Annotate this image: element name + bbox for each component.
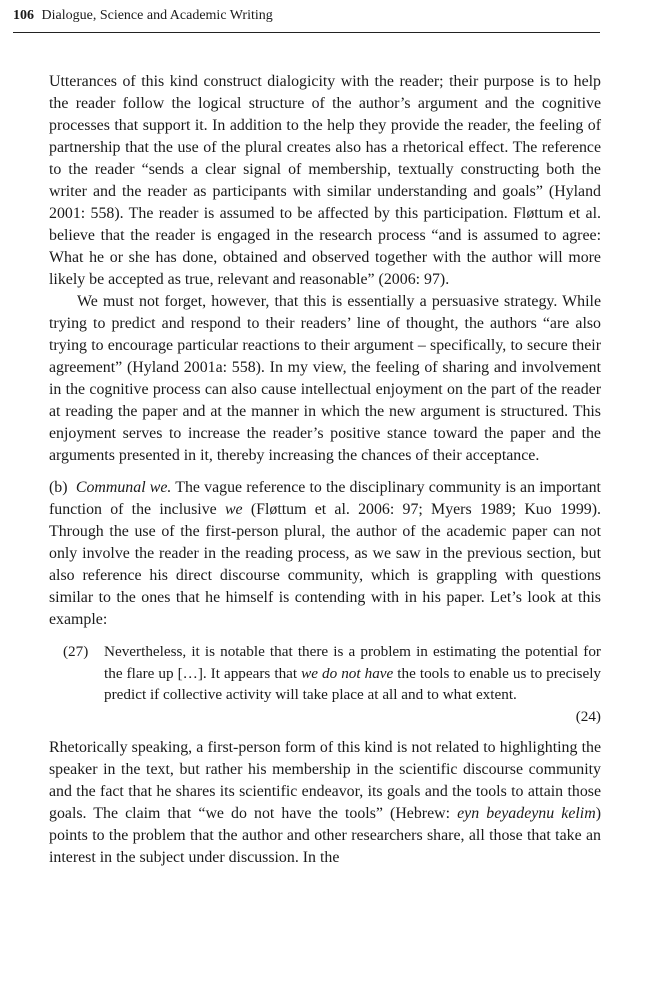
paragraph-persuasive-strategy: We must not forget, however, that this is essentially a persuasive strategy. While trying to predict and respond to their readers’ line of thought, the authors “are also trying to encourage particular reactions to their argument – specifically, to secure their agreement” (Hyland 2001a: 558). In my view, the feeling of sharing and involvement in the cognitive process can also cause intellectual enjoyment on the part of the reader at reading the paper and at the manner in which the new argument is structured. This enjoyment serves to increase the reader’s positive stance toward the paper and the arguments presented in it, thereby increasing the chances of their acceptance.	[49, 293, 601, 464]
example-27	[49, 641, 601, 727]
paragraph-text: (Fløttum et al. 2006: 97; Myers 1989; Kuo 1999). Through the use of the first-person plural, the author of the academic paper can not only involve the reader in the reading process, as we saw in the previous section, but also reference his direct discourse community, which is grappling with questions similar to the ones that he himself is contending with in his paper. Let’s look at this example:	[49, 501, 601, 628]
italic-we: we	[224, 501, 243, 518]
example-text-part: the tools to enable us to precisely predict if collective activity will take place at all and to what extent.	[104, 664, 602, 703]
example-text	[104, 641, 601, 706]
section-term: Communal we.	[75, 479, 172, 496]
example-number: (27)	[63, 643, 89, 660]
example-emphasis: we do not have	[301, 664, 394, 682]
paragraph-text: ) points to the problem that the author and other researchers share, all those that take an interest in the subject under discussion. In the	[49, 805, 601, 866]
paragraph-text: Rhetorically speaking, a first-person form of this kind is not related to highlighting the speaker in the text, but rather his membership in the scientific discourse community and the fact that he shares its scientific endeavor, its goals and the tools to attain those goals. The claim that “we do not have the tools” (Hebrew:	[49, 739, 601, 822]
paragraph-text: The vague reference to the disciplinary community is an important function of the inclusive	[49, 479, 601, 518]
section-label: (b)	[49, 479, 68, 496]
example-text-part: Nevertheless, it is notable that there is a problem in estimating the potential for the flare up […]. It appears that	[104, 643, 601, 682]
hebrew-phrase: eyn beyadeynu kelim	[457, 805, 596, 822]
paragraph-rhetorical	[49, 737, 601, 869]
paragraph-communal-we	[49, 477, 601, 631]
page-number: 106	[13, 8, 34, 23]
example-source: (24)	[575, 707, 601, 725]
running-title: Dialogue, Science and Academic Writing	[41, 8, 273, 23]
body-text	[49, 71, 601, 869]
paragraph-dialogicity: Utterances of this kind construct dialogicity with the reader; their purpose is to help the reader follow the logical structure of the author’s argument and the cognitive processes that support it. In addition to the help they provide the reader, the feeling of partnership that the use of the plural creates also has a rhetorical effect. The reference to the reader “sends a clear signal of membership, textually constructing both the writer and the reader as participants with similar understanding and goals” (Hyland 2001: 558). The reader is assumed to be affected by this participation. Fløttum et al. believe that the reader is engaged in the research process “and is assumed to agree: What he or she has done, obtained and observed together with the author will more likely be accepted as true, relevant and reasonable” (2006: 97).	[49, 73, 601, 288]
running-head	[13, 7, 600, 33]
